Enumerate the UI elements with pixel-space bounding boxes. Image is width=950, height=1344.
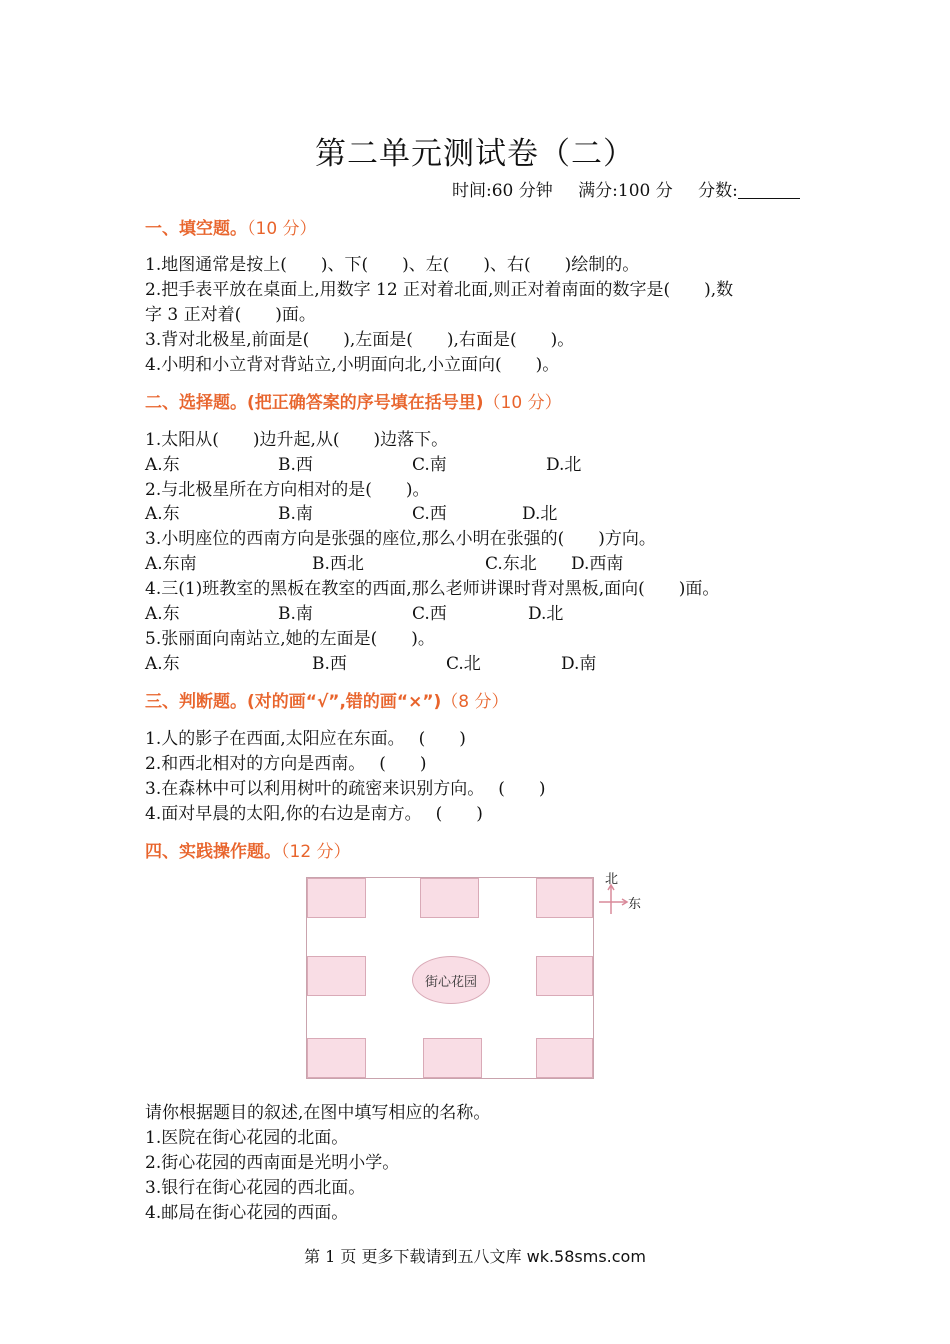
section1-title: 一、填空题。 [145,219,247,239]
s3-q1-text: 1.人的影子在西面,太阳应在东面。 [145,729,405,749]
s2-q1-opt-c[interactable]: C.南 [412,455,447,475]
s2-q4-options [0,599,950,624]
s2-q4-opt-d[interactable]: D.北 [528,604,564,624]
section3-heading [145,687,509,712]
s2-q3: 3.小明座位的西南方向是张强的座位,那么小明在张强的( )方向。 [145,529,656,549]
s3-q3 [145,774,546,799]
building-n[interactable] [420,878,479,918]
s3-q1-answer[interactable]: ( ) [418,729,466,749]
building-w[interactable] [307,956,366,996]
s3-q4-answer[interactable]: ( ) [435,804,483,824]
street-garden [412,956,490,1004]
s3-q1 [145,724,466,749]
s1-q1: 1.地图通常是按上( )、下( )、左( )、右( )绘制的。 [145,255,640,275]
section2-heading [145,388,562,413]
section1-score: （10 分） [247,219,317,239]
s2-q5-options [0,649,950,674]
section2-title: 二、选择题。(把正确答案的序号填在括号里) [145,393,484,413]
page-title: 第二单元测试卷（二） [315,136,635,172]
section4-title: 四、实践操作题。 [145,842,281,862]
compass-east: 东 [628,897,642,912]
building-se[interactable] [536,1038,593,1078]
compass-north: 北 [605,872,619,887]
s3-q3-text: 3.在森林中可以利用树叶的疏密来识别方向。 [145,779,485,799]
s2-q2-options [0,499,950,524]
exam-meta [452,176,800,201]
s1-q3: 3.背对北极星,前面是( ),左面是( ),右面是( )。 [145,330,575,350]
s2-q3-opt-a[interactable]: A.东南 [145,554,197,574]
s2-q3-opt-c[interactable]: C.东北 [485,554,537,574]
footer-text: 第 1 页 更多下载请到五八文库 [304,1247,527,1266]
building-sw[interactable] [307,1038,366,1078]
s2-q2-opt-c[interactable]: C.西 [412,504,447,524]
s2-q3-opt-b[interactable]: B.西北 [312,554,364,574]
garden-label: 街心花园 [424,974,477,990]
s2-q5-opt-d[interactable]: D.南 [561,654,597,674]
score-blank[interactable] [738,182,800,199]
s2-q5: 5.张丽面向南站立,她的左面是( )。 [145,629,435,649]
section2-score: （10 分） [483,393,562,413]
s4-intro: 请你根据题目的叙述,在图中填写相应的名称。 [145,1103,491,1123]
section4-score: （12 分） [281,842,351,862]
s4-q4: 4.邮局在街心花园的西面。 [145,1203,349,1223]
section3-title: 三、判断题。(对的画“√”,错的画“×”) [145,692,442,712]
street-map [306,877,594,1079]
s2-q4-opt-b[interactable]: B.南 [278,604,313,624]
s2-q5-opt-b[interactable]: B.西 [312,654,347,674]
compass [596,868,646,918]
s2-q4-opt-c[interactable]: C.西 [412,604,447,624]
building-nw[interactable] [307,878,366,918]
s2-q2-opt-a[interactable]: A.东 [145,504,180,524]
s1-q2a: 2.把手表平放在桌面上,用数字 12 正对着北面,则正对着南面的数字是( ),数 [145,280,734,300]
building-ne[interactable] [536,878,593,918]
time-label: 时间:60 分钟 [452,181,553,201]
full-score-label: 满分:100 分 [578,181,673,201]
s2-q3-options [0,549,950,574]
s4-q3: 3.银行在街心花园的西北面。 [145,1178,366,1198]
section1-heading [145,214,317,239]
s2-q1: 1.太阳从( )边升起,从( )边落下。 [145,430,449,450]
s2-q2-opt-b[interactable]: B.南 [278,504,313,524]
s3-q4-text: 4.面对早晨的太阳,你的右边是南方。 [145,804,422,824]
s3-q2-answer[interactable]: ( ) [379,754,427,774]
s2-q2-opt-d[interactable]: D.北 [522,504,558,524]
s4-q1: 1.医院在街心花园的北面。 [145,1128,349,1148]
s4-q2: 2.街心花园的西南面是光明小学。 [145,1153,400,1173]
footer-link[interactable]: wk.58sms.com [526,1247,646,1266]
s1-q2b: 字 3 正对着( )面。 [145,305,316,325]
s2-q1-opt-a[interactable]: A.东 [145,455,180,475]
s2-q4: 4.三(1)班教室的黑板在教室的西面,那么老师讲课时背对黑板,面向( )面。 [145,579,720,599]
s2-q1-opt-d[interactable]: D.北 [546,455,582,475]
s3-q2-text: 2.和西北相对的方向是西南。 [145,754,366,774]
page-footer [0,1244,950,1267]
building-s[interactable] [423,1038,482,1078]
s3-q3-answer[interactable]: ( ) [498,779,546,799]
section3-score: （8 分） [441,692,509,712]
s2-q4-opt-a[interactable]: A.东 [145,604,180,624]
s2-q3-opt-d[interactable]: D.西南 [571,554,624,574]
score-label: 分数: [698,181,738,201]
s2-q1-options [0,450,950,475]
s3-q2 [145,749,427,774]
s2-q5-opt-c[interactable]: C.北 [446,654,481,674]
s3-q4 [145,799,483,824]
s1-q4: 4.小明和小立背对背站立,小明面向北,小立面向( )。 [145,355,560,375]
s2-q1-opt-b[interactable]: B.西 [278,455,313,475]
s2-q5-opt-a[interactable]: A.东 [145,654,180,674]
section4-heading [145,837,351,862]
s2-q2: 2.与北极星所在方向相对的是( )。 [145,480,430,500]
building-e[interactable] [536,956,593,996]
